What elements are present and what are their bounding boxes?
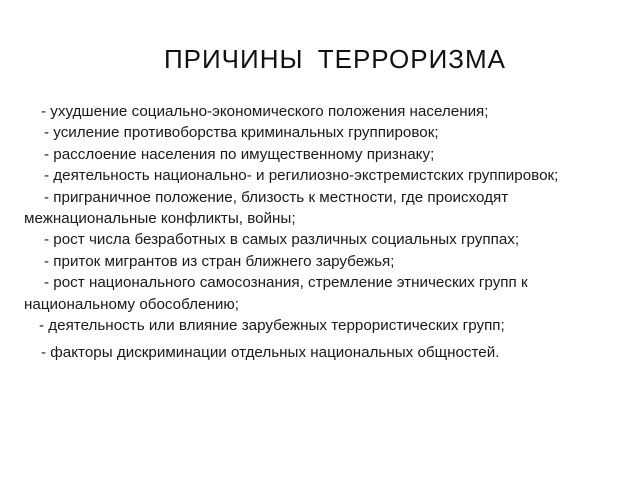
- causes-list: [24, 101, 624, 364]
- list-item-discrimination: - факторы дискриминации отдельных национальных общностей.: [41, 344, 500, 362]
- list-item-extremist-groups: - деятельность национально- и регилиозно-экстремистских группировок;: [44, 167, 559, 185]
- list-item-property-stratification: - расслоение населения по имущественному признаку;: [44, 145, 435, 163]
- list-item-unemployment: - рост числа безработных в самых различных социальных группах;: [44, 231, 520, 249]
- list-item-socioeconomic: - ухудшение социально-экономического положения населения;: [41, 103, 489, 120]
- list-item-national-identity: - рост национального самосознания, стремление этнических групп к национальному обособлению;: [24, 274, 528, 313]
- slide-title: ПРИЧИНЫ ТЕРРОРИЗМА: [163, 44, 507, 74]
- list-item-criminal-groups: - усиление противоборства криминальных группировок;: [44, 124, 439, 142]
- list-item-migrants: - приток мигрантов из стран ближнего зарубежья;: [44, 252, 395, 270]
- list-item-foreign-terrorist-groups: - деятельность или влияние зарубежных террористических групп;: [39, 317, 505, 335]
- list-item-border-position: - приграничное положение, близость к местности, где происходят межнациональные конфликты, войны;: [24, 188, 509, 228]
